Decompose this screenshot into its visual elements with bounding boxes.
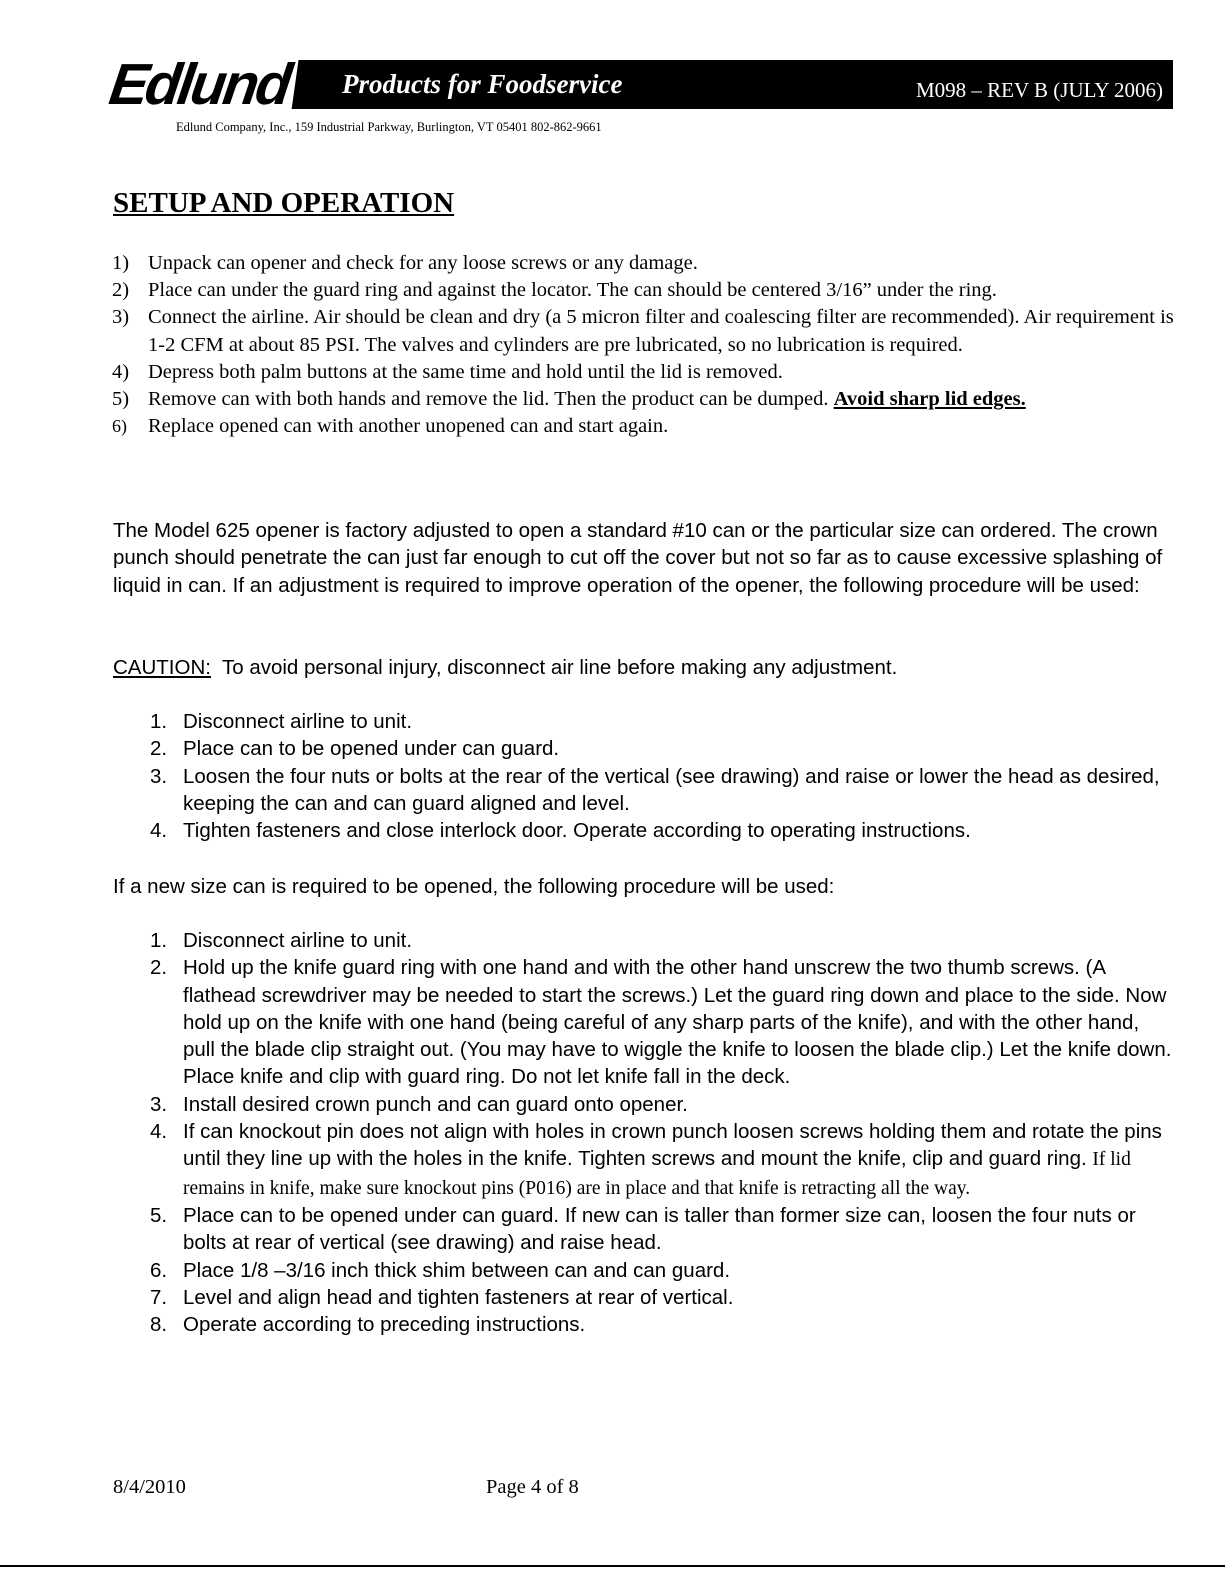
list-item	[112, 386, 1182, 413]
list-item	[113, 954, 1173, 1090]
step-text: Loosen the four nuts or bolts at the rear of the vertical (see drawing) and raise or lower the head as desired, keeping the can and can guard aligned and level.	[183, 764, 1160, 815]
list-item	[112, 277, 1182, 304]
step-text: Place 1/8 –3/16 inch thick shim between can and can guard.	[183, 1258, 731, 1282]
step-number: 4)	[112, 360, 130, 383]
list-item	[112, 250, 1182, 277]
step-text: Unpack can opener and check for any loose screws or any damage.	[148, 252, 698, 274]
step-number: 1.	[150, 710, 168, 733]
step-text: Connect the airline. Air should be clean and dry (a 5 micron filter and coalescing filter are recommended). Air requirement is 1-2 CFM at about 85 PSI. The valves and cylinders are pre lubricated, so no lubrication is required.	[148, 306, 1174, 356]
page-bottom-rule	[0, 1565, 1225, 1567]
list-item	[113, 735, 1173, 762]
step-number: 7.	[150, 1285, 168, 1309]
adjustment-steps-list	[113, 708, 1173, 844]
list-item	[113, 817, 1173, 844]
step-text: Hold up the knife guard ring with one hand and with the other hand unscrew the two thumb screws. (A flathead screwdriver may be needed to start the screws.) Let the guard ring down and place to the side. Now hold up on the knife with one hand (being careful of any sharp parts of the knife), and with the other hand, pull the blade clip straight out. (You may have to wiggle the knife to loosen the blade clip.) Let the knife down. Place knife and clip with guard ring. Do not let knife fall in the deck.	[183, 956, 1172, 1089]
step-number: 5)	[112, 388, 130, 411]
step-number: 3)	[112, 306, 130, 329]
step-text: If can knockout pin does not align with holes in crown punch loosen screws holding them and rotate the pins until they line up with the holes in the knife. Tighten screws and mount the knife, clip and guard ring.	[183, 1120, 1162, 1171]
caution-paragraph	[113, 654, 1173, 681]
list-item	[113, 1284, 1173, 1311]
step-number: 3.	[150, 764, 168, 788]
page-number: Page 4 of 8	[486, 1476, 579, 1498]
step-number: 2)	[112, 279, 130, 302]
footer-date: 8/4/2010	[113, 1476, 186, 1498]
setup-steps-list	[112, 250, 1182, 440]
step-number: 6.	[150, 1258, 168, 1282]
edlund-logo: Edlund	[106, 56, 299, 114]
step-text: Disconnect airline to unit.	[183, 710, 413, 733]
step-number: 2.	[150, 737, 168, 761]
new-size-intro: If a new size can is required to be opened, the following procedure will be used:	[113, 875, 835, 898]
step-number: 4.	[150, 819, 168, 843]
list-item	[112, 304, 1182, 358]
list-item	[113, 763, 1173, 818]
list-item	[113, 1257, 1173, 1284]
intro-paragraph: The Model 625 opener is factory adjusted to open a standard #10 can or the particular size can ordered. The crown punch should penetrate the can just far enough to cut off the cover but not so far as to cause excessive splashing of liquid in can. If an adjustment is required to improve operation of the opener, the following procedure will be used:	[113, 519, 1163, 597]
caution-label: CAUTION:	[113, 656, 211, 679]
page-title: SETUP AND OPERATION	[113, 187, 455, 219]
header-tagline: Products for Foodservice	[342, 69, 623, 99]
step-number: 4.	[150, 1120, 168, 1144]
step-text: Operate according to preceding instructions.	[183, 1313, 586, 1337]
step-number: 2.	[150, 956, 168, 980]
step-number: 5.	[150, 1203, 168, 1227]
step-number: 1)	[112, 252, 130, 274]
list-item	[113, 708, 1173, 735]
step-text: Install desired crown punch and can guard onto opener.	[183, 1092, 688, 1116]
list-item	[112, 359, 1182, 386]
step-note: If lid remains in knife, make sure knockout pins (P016) are in place and that knife is retracting all the way.	[183, 1149, 1131, 1199]
list-item	[113, 1118, 1173, 1202]
new-size-steps-list	[113, 927, 1173, 1338]
step-number: 6)	[112, 416, 127, 437]
step-text: Remove can with both hands and remove the lid. Then the product can be dumped.	[148, 388, 834, 411]
step-number: 8.	[150, 1313, 168, 1337]
list-item	[112, 413, 1182, 440]
list-item	[113, 1091, 1173, 1118]
safety-warning: Avoid sharp lid edges.	[833, 388, 1026, 411]
company-address: Edlund Company, Inc., 159 Industrial Parkway, Burlington, VT 05401 802-862-9661	[176, 120, 602, 134]
caution-text: To avoid personal injury, disconnect air line before making any adjustment.	[210, 656, 898, 679]
step-text: Replace opened can with another unopened can and start again.	[148, 415, 669, 438]
document-number: M098 – REV B (JULY 2006)	[916, 78, 1163, 102]
step-text: Level and align head and tighten fasteners at rear of vertical.	[183, 1285, 734, 1309]
step-text: Tighten fasteners and close interlock door. Operate according to operating instructions.	[183, 819, 971, 843]
list-item	[113, 1311, 1173, 1338]
step-text: Disconnect airline to unit.	[183, 929, 413, 952]
step-number: 1.	[150, 929, 168, 952]
list-item	[113, 1202, 1173, 1257]
step-text: Place can to be opened under can guard. If new can is taller than former size can, loosen the four nuts or bolts at rear of vertical (see drawing) and raise head.	[183, 1203, 1136, 1255]
step-text: Depress both palm buttons at the same time and hold until the lid is removed.	[148, 360, 783, 383]
list-item	[113, 927, 1173, 954]
step-text: Place can under the guard ring and against the locator. The can should be centered 3/16” under the ring.	[148, 279, 997, 302]
step-text: Place can to be opened under can guard.	[183, 737, 560, 761]
step-number: 3.	[150, 1092, 168, 1116]
